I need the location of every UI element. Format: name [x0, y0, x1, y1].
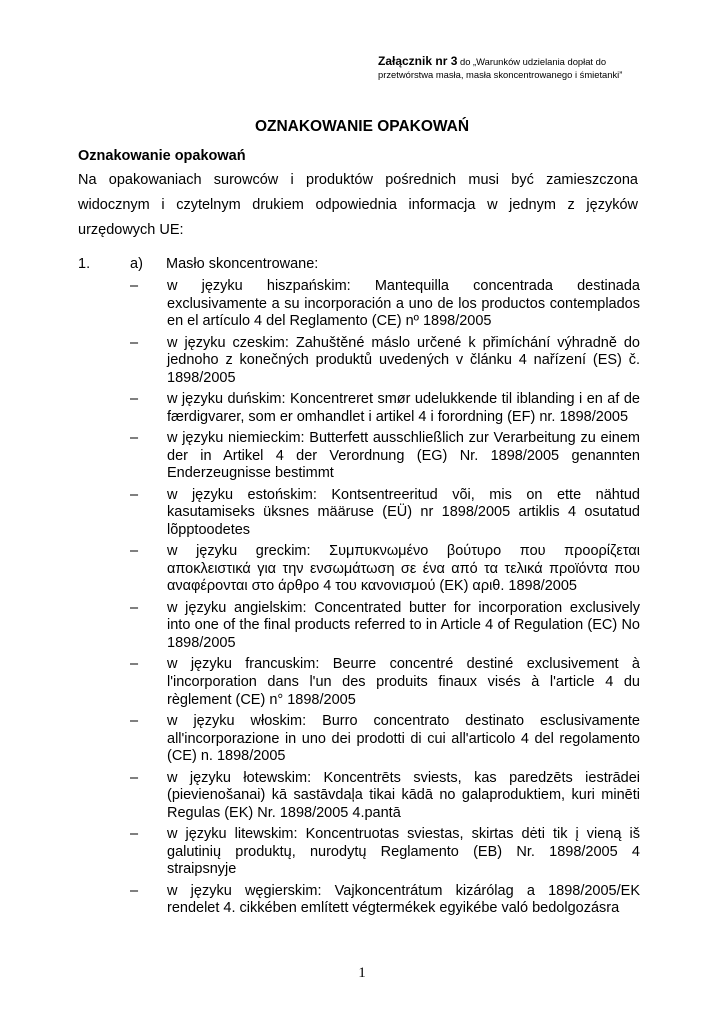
dash-bullet: –	[130, 882, 139, 899]
sub-title: Masło skoncentrowane:	[166, 256, 319, 272]
list-item-text: w języku czeskim: Zahuštěné máslo určené k přimíchání výhradně do jednoho z konečných produktů uvedených v článku 4 nařízení (ES) č. 1898/2005	[167, 334, 640, 386]
list-item-text: w języku duńskim: Koncentreret smør udelukkende til iblanding i en af de færdigvarer, som er omhandlet i artikel 4 i forordning (EF) nr. 1898/2005	[167, 391, 640, 425]
dash-bullet: –	[130, 713, 139, 730]
list-item	[130, 543, 640, 596]
dash-bullet: –	[130, 826, 139, 843]
list-item	[130, 278, 640, 331]
list-item-text: w języku francuskim: Beurre concentré destiné exclusivement à l'incorporation dans l'un des produits finaux visés à l'article 4 du règlement (CE) n° 1898/2005	[167, 656, 640, 708]
dash-bullet: –	[130, 769, 139, 786]
list-item	[130, 600, 640, 653]
dash-bullet: –	[130, 486, 139, 503]
dash-bullet: –	[130, 543, 139, 560]
list-item-text: w języku węgierskim: Vajkoncentrátum kizárólag a 1898/2005/EK rendelet 4. cikkében említett végtermékek egyikébe való bedolgozásra	[167, 882, 640, 917]
language-list	[130, 278, 640, 922]
dash-bullet: –	[130, 430, 139, 447]
list-item	[130, 713, 640, 766]
list-number: 1.	[78, 256, 91, 272]
list-item-text: w języku litewskim: Koncentruotas sviestas, skirtas dėti tik į vieną iš galutinių produktų, nurodytų Reglamento (EB) Nr. 1898/2005 4 straipsnyje	[167, 826, 640, 878]
dash-bullet: –	[130, 334, 139, 351]
list-item	[130, 430, 640, 483]
list-item	[130, 487, 640, 540]
list-item	[130, 883, 640, 918]
sub-letter: a)	[130, 256, 143, 272]
annex-text: do „Warunków udzielania dopłat do przetwórstwa masła, masła skoncentrowanego i śmietanki”	[378, 56, 623, 80]
dash-bullet: –	[130, 656, 139, 673]
list-item-text: w języku angielskim: Concentrated butter for incorporation exclusively into one of the final products referred to in Article 4 of Regulation (EC) No 1898/2005	[167, 599, 640, 652]
page-number: 1	[358, 965, 366, 981]
dash-bullet: –	[130, 391, 139, 408]
annex-label: Załącznik nr 3	[378, 54, 458, 68]
dash-bullet: –	[130, 278, 139, 294]
dash-bullet: –	[130, 599, 139, 616]
list-item	[130, 826, 640, 879]
intro-paragraph: Na opakowaniach surowców i produktów pośrednich musi być zamieszczona widocznym i czytelnym drukiem odpowiednia informacja w jednym z języków urzędowych UE:	[78, 172, 638, 238]
list-item-text: w języku estońskim: Kontsentreeritud või, mis on ette nähtud kasutamiseks üksnes määruse (EÜ) nr 1898/2005 artiklis 4 osutatud lõpptoodetes	[167, 486, 640, 538]
list-item	[130, 391, 640, 426]
annex-note	[378, 55, 648, 81]
list-item-text: w języku łotewskim: Koncentrēts sviests, kas paredzēts iestrādei (pievienošanai) kā sastāvdaļa tikai kādā no galaproduktiem, kuri minēti Regulas (EK) Nr. 1898/2005 4.pantā	[167, 769, 640, 821]
page-title: OZNAKOWANIE OPAKOWAŃ	[254, 118, 470, 135]
section-heading: Oznakowanie opakowań	[78, 148, 246, 164]
list-item	[130, 335, 640, 388]
list-item-text: w języku włoskim: Burro concentrato destinato esclusivamente all'incorporazione in uno dei prodotti di cui all'articolo 4 del regolamento (CE) n. 1898/2005	[167, 713, 640, 765]
list-item	[130, 656, 640, 709]
list-item-text: w języku hiszpańskim: Mantequilla concentrada destinada exclusivamente a su incorporación a uno de los productos contemplados en el artículo 4 del Reglamento (CE) nº 1898/2005	[167, 278, 640, 330]
list-item-text: w języku niemieckim: Butterfett ausschließlich zur Verarbeitung zu einem der in Artikel 4 der Verordnung (EG) Nr. 1898/2005 genannten Enderzeugnisse bestimmt	[167, 430, 640, 482]
list-item-text: w języku greckim: Συμπυκνωμένο βούτυρο που προορίζεται αποκλειστικά για την ενσωμάτωση σε ένα από τα τελικά προϊόντα που αναφέρονται στο άρθρο 4 του κανονισμού (ΕΚ) αριθ. 1898/2005	[167, 543, 640, 595]
list-item	[130, 770, 640, 823]
